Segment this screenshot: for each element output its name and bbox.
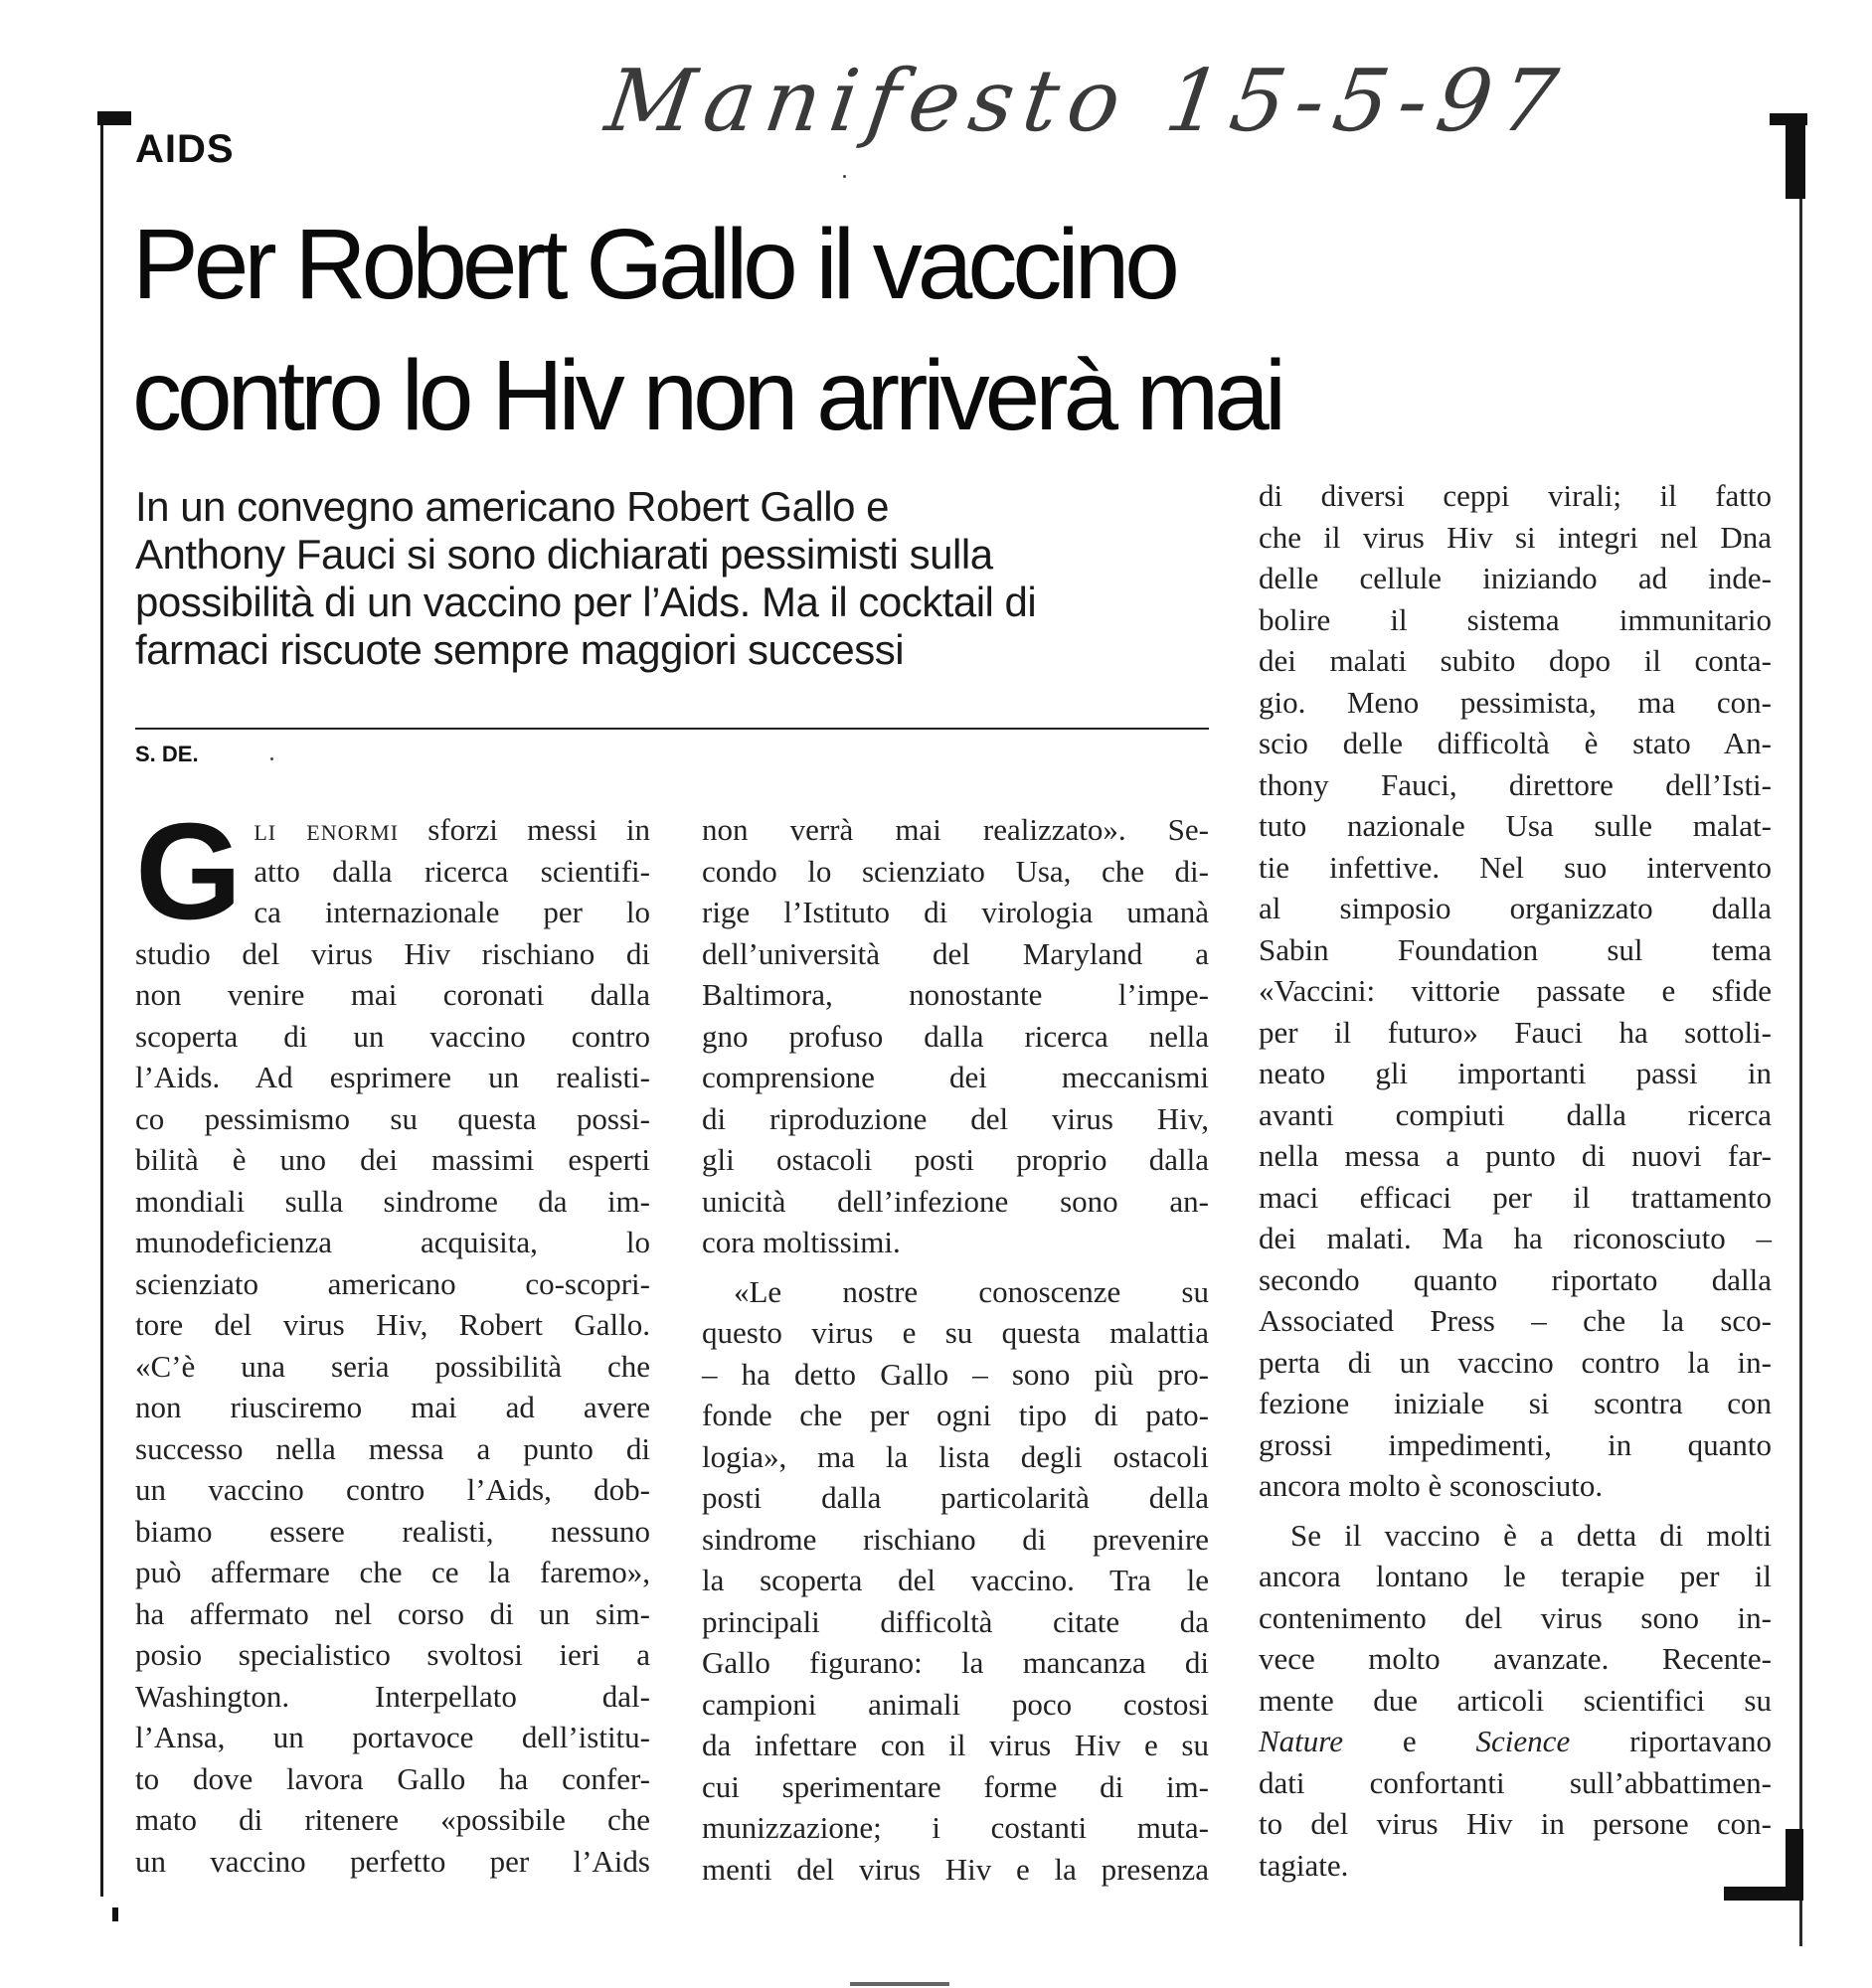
article-line: non riusciremo mai ad avere xyxy=(135,1390,650,1424)
article-line: nella messa a punto di nuovi far- xyxy=(1259,1138,1772,1173)
article-line: sindrome rischiano di prevenire xyxy=(702,1521,1209,1557)
article-line: dei malati subito dopo il conta- xyxy=(1259,643,1772,678)
column-3-paragraph-1 xyxy=(1259,475,1772,1507)
article-line: scienziato americano co-scopri- xyxy=(135,1265,650,1301)
corner-mark-bottom-left xyxy=(112,1907,118,1921)
article-line: ancora molto è sconosciuto. xyxy=(1259,1468,1604,1503)
article-line: comprensione dei meccanismi xyxy=(702,1060,1209,1094)
article-line: Washington. Interpellato dal- xyxy=(135,1678,650,1714)
subheadline-line: farmaci riscuote sempre maggiori successi xyxy=(135,626,905,673)
lead-in-rest: sforzi messi in xyxy=(399,812,650,847)
column-1-lines xyxy=(135,851,650,1883)
article-line: dell’università del Maryland a xyxy=(702,935,1209,971)
article-line: munodeficienza acquisita, lo xyxy=(135,1225,650,1259)
article-column-1 xyxy=(135,795,650,1882)
article-line: menti del virus Hiv e la presenza xyxy=(702,1851,1209,1887)
article-line: thony Fauci, direttore dell’Isti- xyxy=(1259,766,1772,802)
drop-cap: G xyxy=(135,795,243,948)
article-line: gio. Meno pessimista, ma con- xyxy=(1259,684,1772,720)
article-line: – ha detto Gallo – sono più pro- xyxy=(702,1356,1209,1392)
article-line: Se il vaccino è a detta di molti xyxy=(1290,1517,1772,1553)
article-line: tore del virus Hiv, Robert Gallo. xyxy=(135,1307,650,1342)
article-line: mato di ritenere «possibile che xyxy=(135,1802,650,1837)
handwritten-source-note: Manifesto 15-5-97 xyxy=(599,52,1574,151)
article-line: unicità dell’infezione sono an- xyxy=(702,1183,1209,1219)
article-line: l’Ansa, un portavoce dell’istitu- xyxy=(135,1720,650,1754)
article-line: rige l’Istituto di virologia umanà xyxy=(702,895,1209,929)
article-line: per il futuro» Fauci ha sottoli- xyxy=(1259,1014,1772,1050)
article-line: bolire il sistema immunitario xyxy=(1259,601,1772,637)
article-line: ha affermato nel corso di un sim- xyxy=(135,1595,650,1631)
article-line: gli ostacoli posti proprio dalla xyxy=(702,1142,1209,1177)
corner-mark-top-right-vertical xyxy=(1786,113,1805,199)
article-line: atto dalla ricerca scientifi- xyxy=(254,853,650,889)
scan-speck xyxy=(843,175,846,178)
clipping-frame-right xyxy=(1799,117,1802,1946)
article-line: to dove lavora Gallo ha confer- xyxy=(135,1760,650,1796)
article-line: dati confortanti sull’abbattimen- xyxy=(1259,1764,1772,1800)
article-line: delle cellule iniziando ad inde- xyxy=(1259,561,1772,595)
article-line: ca internazionale per lo xyxy=(254,895,650,929)
headline-line: Per Robert Gallo il vaccino xyxy=(132,209,1175,320)
article-line: tie infettive. Nel suo intervento xyxy=(1259,849,1772,885)
article-line: logia», ma la lista degli ostacoli xyxy=(702,1438,1209,1474)
scan-speck xyxy=(270,757,273,760)
article-line: biamo essere realisti, nessuno xyxy=(135,1513,650,1549)
article-line: Sabin Foundation sul tema xyxy=(1259,931,1772,967)
article-line: «Le nostre conoscenze su xyxy=(734,1273,1209,1309)
article-line: di riproduzione del virus Hiv, xyxy=(702,1100,1209,1136)
column-3-paragraph-2-end xyxy=(1259,1762,1772,1887)
article-line: condo lo scienziato Usa, che di- xyxy=(702,853,1209,889)
scan-mark-bottom xyxy=(850,1982,949,1986)
article-line: questo virus e su questa malattia xyxy=(702,1315,1209,1350)
article-line: la scoperta del vaccino. Tra le xyxy=(702,1563,1209,1597)
article-line: che il virus Hiv si integri nel Dna xyxy=(1259,519,1772,555)
article-line: fonde che per ogni tipo di pato- xyxy=(702,1398,1209,1432)
subheadline xyxy=(135,483,1219,674)
article-line: tagiate. xyxy=(1259,1847,1349,1883)
article-line: ancora lontano le terapie per il xyxy=(1259,1559,1772,1593)
subheadline-line: Anthony Fauci si sono dichiarati pessimisti sulla xyxy=(135,531,993,578)
article-line: «Vaccini: vittorie passate e sfide xyxy=(1259,973,1772,1008)
article-line: al simposio organizzato dalla xyxy=(1259,891,1772,925)
corner-mark-bottom-right xyxy=(1724,1887,1803,1901)
article-line: campioni animali poco costosi xyxy=(702,1686,1209,1722)
article-line: Gallo figurano: la mancanza di xyxy=(702,1645,1209,1680)
article-line: successo nella messa a punto di xyxy=(135,1430,650,1466)
divider-rule xyxy=(135,728,1209,730)
article-line: da infettare con il virus Hiv e su xyxy=(702,1728,1209,1762)
article-line: avanti compiuti dalla ricerca xyxy=(1259,1096,1772,1132)
article-line: mente due articoli scientifici su xyxy=(1259,1682,1772,1718)
article-line: fezione iniziale si scontra con xyxy=(1259,1386,1772,1420)
article-line: vece molto avanzate. Recente- xyxy=(1259,1641,1772,1676)
journal-name: Science xyxy=(1475,1724,1571,1758)
article-line: bilità è uno dei massimi esperti xyxy=(135,1142,650,1177)
clipping-frame-left xyxy=(100,117,103,1897)
article-column-2 xyxy=(702,809,1209,1890)
article-line: Baltimora, nonostante l’impe- xyxy=(702,977,1209,1012)
column-2-paragraph-2 xyxy=(702,1271,1209,1891)
article-line: può affermare che ce la faremo», xyxy=(135,1555,650,1589)
article-line: cora moltissimi. xyxy=(702,1225,901,1259)
article-line: scio delle difficoltà è stato An- xyxy=(1259,726,1772,760)
article-line: gno profuso dalla ricerca nella xyxy=(702,1018,1209,1054)
article-line: posti dalla particolarità della xyxy=(702,1480,1209,1515)
article-line: principali difficoltà citate da xyxy=(702,1603,1209,1639)
article-line: dei malati. Ma ha riconosciuto – xyxy=(1259,1221,1772,1255)
article-line: grossi impedimenti, in quanto xyxy=(1259,1426,1772,1462)
article-line: cui sperimentare forme di im- xyxy=(702,1768,1209,1804)
article-line-journals xyxy=(1259,1721,1772,1762)
article-line: scoperta di un vaccino contro xyxy=(135,1018,650,1054)
article-line: Associated Press – che la sco- xyxy=(1259,1303,1772,1338)
article-line: un vaccino perfetto per l’Aids xyxy=(135,1843,650,1879)
article-line: l’Aids. Ad esprimere un realisti- xyxy=(135,1060,650,1094)
article-line: co pessimismo su questa possi- xyxy=(135,1100,650,1136)
article-line: neato gli importanti passi in xyxy=(1259,1056,1772,1090)
article-line: perta di un vaccino contro la in- xyxy=(1259,1344,1772,1380)
article-line: studio del virus Hiv rischiano di xyxy=(135,935,650,971)
column-3-paragraph-2 xyxy=(1259,1515,1772,1722)
article-line: posio specialistico svoltosi ieri a xyxy=(135,1637,650,1672)
subheadline-line: In un convegno americano Robert Gallo e xyxy=(135,483,889,530)
article-line: to del virus Hiv in persone con- xyxy=(1259,1806,1772,1841)
article-line: munizzazione; i costanti muta- xyxy=(702,1810,1209,1845)
headline-line: contro lo Hiv non arriverà mai xyxy=(132,340,1282,451)
headline xyxy=(132,199,1683,461)
lead-in-smallcaps: li enormi xyxy=(254,812,400,847)
article-line: di diversi ceppi virali; il fatto xyxy=(1259,478,1772,513)
journal-name: Nature xyxy=(1259,1724,1343,1758)
article-line: un vaccino contro l’Aids, dob- xyxy=(135,1472,650,1507)
article-line: non venire mai coronati dalla xyxy=(135,977,650,1012)
article-line: tuto nazionale Usa sulle malat- xyxy=(1259,808,1772,843)
byline: S. DE. xyxy=(135,742,199,766)
article-line: secondo quanto riportato dalla xyxy=(1259,1261,1772,1297)
article-column-3 xyxy=(1259,475,1772,1886)
article-line: non verrà mai realizzato». Se- xyxy=(702,812,1209,847)
journal-connector: e xyxy=(1342,1724,1476,1758)
corner-mark-top-left xyxy=(97,111,131,125)
article-line: maci efficaci per il trattamento xyxy=(1259,1179,1772,1215)
section-kicker: AIDS xyxy=(135,127,235,171)
article-line: contenimento del virus sono in- xyxy=(1259,1599,1772,1635)
subheadline-line: possibilità di un vaccino per l’Aids. Ma il cocktail di xyxy=(135,579,1037,625)
article-line: mondiali sulla sindrome da im- xyxy=(135,1183,650,1219)
article-line: «C’è una seria possibilità che xyxy=(135,1348,650,1384)
column-2-paragraph-1 xyxy=(702,809,1209,1263)
journal-line-rest: riportavano xyxy=(1570,1724,1772,1758)
